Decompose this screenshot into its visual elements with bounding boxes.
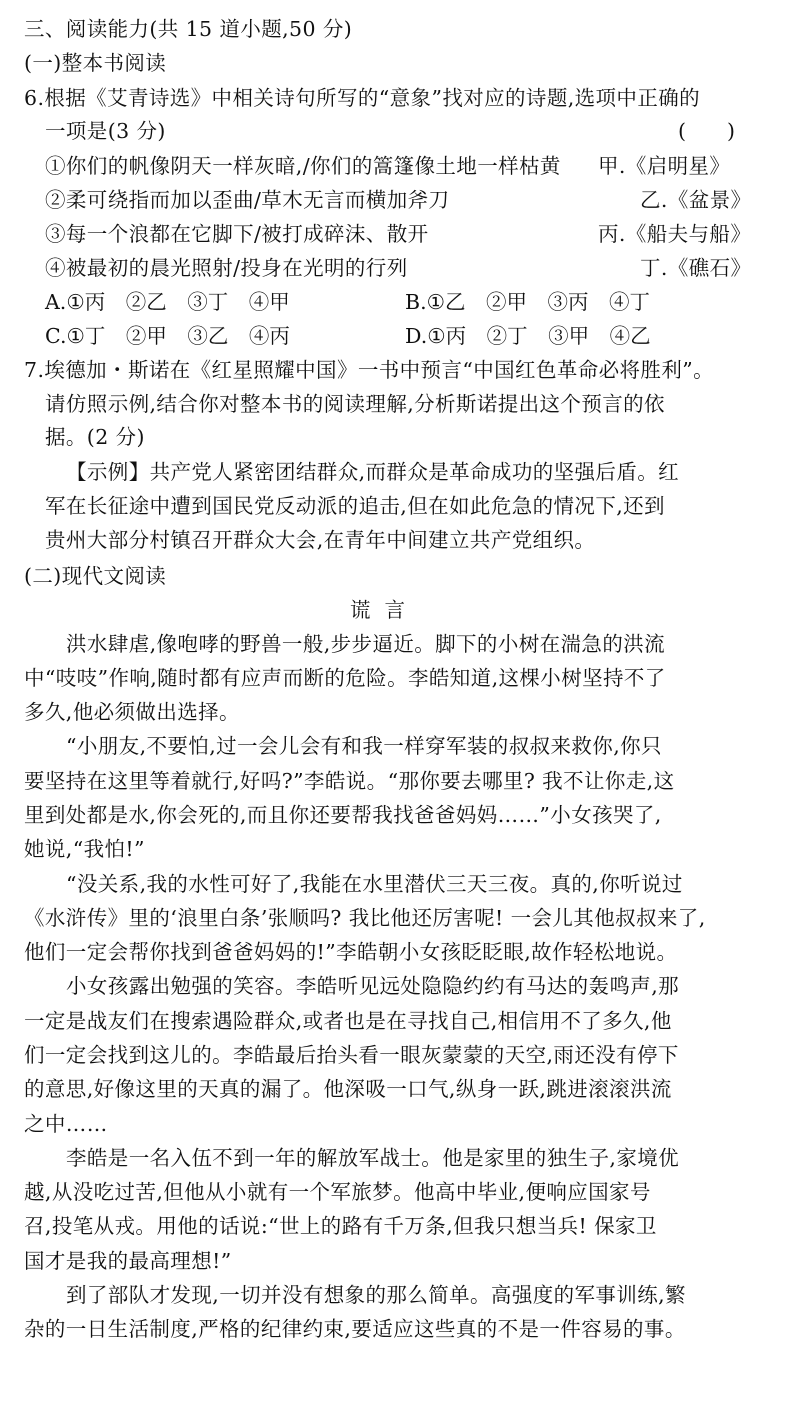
- q7-example-line3: 贵州大部分村镇召开群众大会,在青年中间建立共产党组织。: [45, 528, 596, 552]
- q7-line2: 请仿照示例,结合你对整本书的阅读理解,分析斯诺提出这个预言的依: [45, 392, 665, 416]
- q6-item-verse: ②柔可绕指而加以歪曲/草木无言而横加斧刀: [45, 188, 450, 212]
- q6-option-c[interactable]: C.①丁 ②甲 ③乙 ④丙: [45, 324, 290, 348]
- q6-option-b[interactable]: B.①乙 ②甲 ③丙 ④丁: [405, 290, 650, 314]
- q6-stem-line1: 6.根据《艾青诗选》中相关诗句所写的“意象”找对应的诗题,选项中正确的: [24, 86, 701, 110]
- article-line: 之中……: [24, 1112, 108, 1136]
- section-heading: 三、阅读能力(共 15 道小题,50 分): [24, 17, 353, 41]
- article-line: 国才是我的最高理想!”: [24, 1249, 232, 1273]
- q6-item-verse: ①你们的帆像阴天一样灰暗,/你们的篙篷像土地一样枯黄: [45, 154, 561, 178]
- article-line: 他们一定会帮你找到爸爸妈妈的!”李皓朝小女孩眨眨眼,故作轻松地说。: [24, 940, 678, 964]
- q7-line1: 7.埃德加・斯诺在《红星照耀中国》一书中预言“中国红色革命必将胜利”。: [24, 358, 715, 382]
- q6-item-title: 乙.《盆景》: [640, 188, 752, 212]
- article-line: 李皓是一名入伍不到一年的解放军战士。他是家里的独生子,家境优: [66, 1146, 680, 1170]
- article-line: “小朋友,不要怕,过一会儿会有和我一样穿军装的叔叔来救你,你只: [66, 734, 662, 758]
- article-line: 中“吱吱”作响,随时都有应声而断的危险。李皓知道,这棵小树坚持不了: [24, 666, 666, 690]
- q6-option-a[interactable]: A.①丙 ②乙 ③丁 ④甲: [45, 290, 290, 314]
- article-line: 小女孩露出勉强的笑容。李皓听见远处隐隐约约有马达的轰鸣声,那: [66, 974, 680, 998]
- article-line: 们一定会找到这儿的。李皓最后抬头看一眼灰蒙蒙的天空,雨还没有停下: [24, 1043, 679, 1067]
- article-line: 召,投笔从戎。用他的话说:“世上的路有千万条,但我只想当兵! 保家卫: [24, 1214, 657, 1238]
- part2-heading: (二)现代文阅读: [24, 564, 167, 588]
- q7-line3: 据。(2 分): [45, 425, 145, 449]
- article-line: 《水浒传》里的‘浪里白条’张顺吗? 我比他还厉害呢! 一会儿其他叔叔来了,: [24, 906, 706, 930]
- q6-item-verse: ④被最初的晨光照射/投身在光明的行列: [45, 256, 408, 280]
- article-line: “没关系,我的水性可好了,我能在水里潜伏三天三夜。真的,你听说过: [66, 872, 683, 896]
- q6-item-title: 甲.《启明星》: [598, 154, 731, 178]
- q6-stem-line2: 一项是(3 分): [45, 119, 166, 143]
- q6-item-verse: ③每一个浪都在它脚下/被打成碎沫、散开: [45, 222, 429, 246]
- article-line: 要坚持在这里等着就行,好吗?”李皓说。“那你要去哪里? 我不让你走,这: [24, 769, 675, 793]
- article-line: 多久,他必须做出选择。: [24, 700, 240, 724]
- article-line: 到了部队才发现,一切并没有想象的那么简单。高强度的军事训练,繁: [66, 1283, 686, 1307]
- article-line: 的意思,好像这里的天真的漏了。他深吸一口气,纵身一跃,跳进滚滚洪流: [24, 1077, 672, 1101]
- q6-answer-blank: ( ): [678, 119, 735, 143]
- article-line: 洪水肆虐,像咆哮的野兽一般,步步逼近。脚下的小树在湍急的洪流: [66, 632, 666, 656]
- q6-option-d[interactable]: D.①丙 ②丁 ③甲 ④乙: [405, 324, 651, 348]
- article-title: 谎言: [350, 598, 419, 622]
- article-line: 一定是战友们在搜索遇险群众,或者也是在寻找自己,相信用不了多久,他: [24, 1009, 672, 1033]
- article-line: 她说,“我怕!”: [24, 837, 145, 861]
- article-line: 杂的一日生活制度,严格的纪律约束,要适应这些真的不是一件容易的事。: [24, 1317, 686, 1341]
- q6-item-title: 丁.《礁石》: [640, 256, 752, 280]
- q7-example-line2: 军在长征途中遭到国民党反动派的追击,但在如此危急的情况下,还到: [45, 494, 665, 518]
- article-line: 越,从没吃过苦,但他从小就有一个军旅梦。他高中毕业,便响应国家号: [24, 1180, 651, 1204]
- part1-heading: (一)整本书阅读: [24, 51, 167, 75]
- q7-example-line1: 【示例】共产党人紧密团结群众,而群众是革命成功的坚强后盾。红: [66, 460, 680, 484]
- article-line: 里到处都是水,你会死的,而且你还要帮我找爸爸妈妈……”小女孩哭了,: [24, 803, 662, 827]
- q6-item-title: 丙.《船夫与船》: [598, 222, 752, 246]
